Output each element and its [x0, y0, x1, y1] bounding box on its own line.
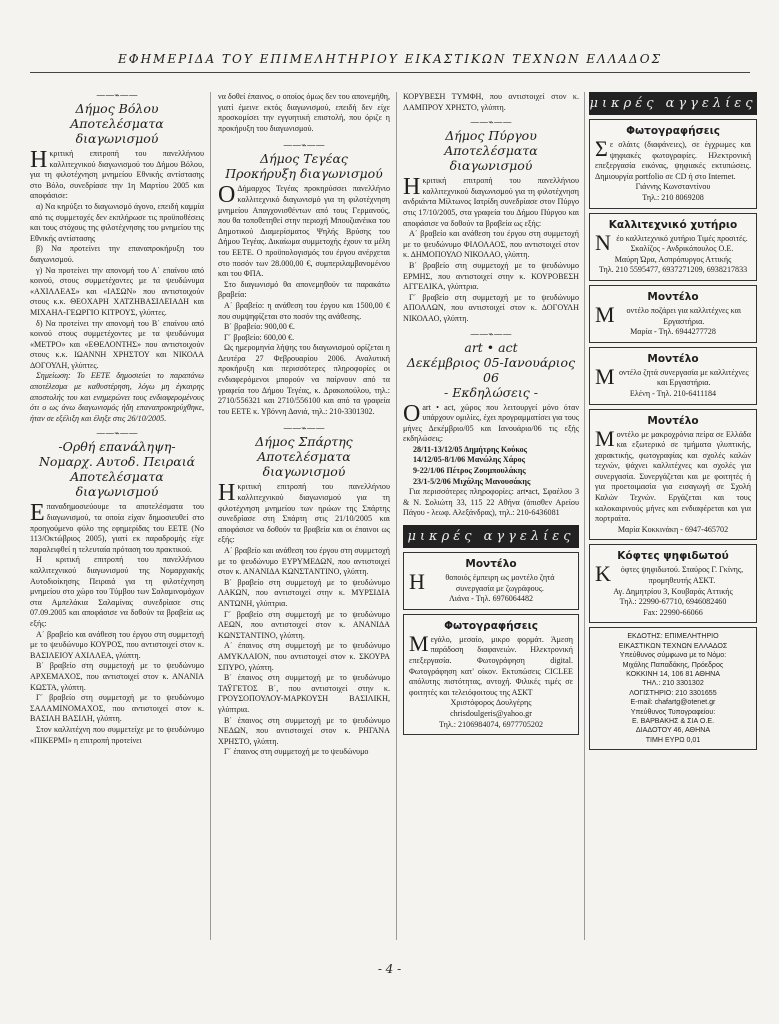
article-paragraph: Ως ημερομηνία λήψης του διαγωνισμού ορίζεται η Δευτέρα 27 Φεβρουαρίου 2006. Αναλυτική προκήρυξη και περισσότερες πληροφορίες οι ενδιαφερόμενοι μπορούν να παίρνουν από τα γραφεία του Δήμου Τεγέας, κ. Δρακοπούλου, τηλ.: 2710/556321 και 2710/556100 και από τα γραφεία του ΕΕΤΕ κ. Υβόννη Δανιά, τηλ.: 210-3301302. — [218, 343, 390, 416]
article-paragraph: Γ΄ βραβείο στη συμμετοχή με το ψευδώνυμο ΛΕΩΝ, που αντιστοιχεί στον κ. ΑΝΑΝΙΔΑ ΚΩΝΣΤΑΝΤΙΝΟ, γλύπτη. — [218, 609, 390, 640]
classified-ad-model — [589, 409, 757, 541]
header-divider — [30, 72, 750, 73]
article-paragraph: Ηκριτική επιτροπή του πανελλήνιου καλλιτεχνικού διαγωνισμού για τη φιλοτέχνηση μνημείου των ηρώων της Σπάρτης συνεδρίασε στη Σπάρτη στις 21/10/2005 και αποφάσισε να δοθούν τα βραβεία και οι έπαινοι ως εξής: — [218, 480, 390, 545]
article-peiraias — [30, 430, 204, 746]
column-1 — [30, 92, 204, 940]
article-title: Δήμος Βόλου Αποτελέσματα διαγωνισμού — [70, 101, 164, 146]
ad-title: Κόφτες ψηφιδωτού — [617, 550, 729, 563]
article-paragraph: α) Να κηρύξει το διαγωνισμό άγονο, επειδή καμμία από τις συμμετοχές δεν εκπλήρωσε τις προϋποθέσεις και τους στόχους της φιλοτέχνησης του μνημείου της Εθνικής αντίστασης — [30, 201, 204, 243]
article-paragraph: Γ΄ βραβείο στη συμμετοχή με το ψευδώνυμο ΣΑΛΑΜΙΝΟΜΑΧΟΣ, που αντιστοιχεί στον κ. ΒΑΣΙΛΗ ΒΑΣΙΛΗ, γλύπτη. — [30, 693, 204, 724]
article-paragraph: Η κριτική επιτροπή του πανελλήνιου καλλιτεχνικού διαγωνισμού της Νομαρχιακής Αυτοδιοίκησης Πειραιά για τη φιλοτέχνηση μνημείου στο χώρο του Τύμβου των Σαλαμινομάχων στα Αμπελάκια Σαλαμίνας συνεδρίασε στις 07.09.2005 και αποφάσισε να δοθούν τα βραβεία ως εξής: — [30, 555, 204, 628]
ad-title: Μοντέλο — [647, 290, 699, 303]
article-paragraph: Γ΄ βραβείο: 600,00 €. — [224, 332, 295, 342]
classified-ad-photo — [403, 614, 579, 735]
article-paragraph: Β΄ βραβείο στη συμμετοχή με το ψευδώνυμο ΑΡΧΕΜΑΧΟΣ, που αντιστοιχεί στον κ. ΑΝΑΝΙΑ ΚΩΣΤΑ, γλύπτη. — [30, 661, 204, 692]
ornament-divider — [30, 430, 204, 438]
article-sparti — [218, 425, 390, 757]
article-paragraph: Α΄ βραβείο και ανάθεση του έργου στη συμμετοχή με το ψευδώνυμο ΕΥΡΥΜΕΔΩΝ, που αντιστοιχεί στον κ. ΑΝΑΝΙΔΑ ΚΩΝΣΤΑΝΤΙΝΟ, γλύπτη. — [218, 546, 390, 577]
article-title: -Ορθή επανάληψη- Νομαρχ. Αυτοδ. Πειραιά Αποτελέσματα διαγωνισμού — [38, 439, 196, 500]
article-paragraph: Ηκριτική επιτροπή του πανελλήνιου καλλιτεχνικού διαγωνισμού για τη φιλοτέχνηση ανδριάντα Μίλτωνος Ιατρίδη συνεδρίασε στον Πύργο στις 17/10/2005, στα γραφεία του Δήμου Πύργου και αποφάσισε να δοθούν τα βραβεία ως εξής: — [403, 174, 579, 228]
article-title: Δήμος Σπάρτης Αποτελέσματα διαγωνισμού — [255, 434, 353, 480]
classified-ad-foundry — [589, 213, 757, 281]
article-title: art • act Δεκέμβριος 05-Ιανουάριος 06 - Εκδηλώσεις - — [406, 339, 576, 400]
classified-ad-photo — [589, 119, 757, 209]
article-paragraph: Γ΄ βραβείο στη συμμετοχή με το ψευδώνυμο ΑΠΟΛΛΩΝ, που αντιστοιχεί στον κ. ΔΟΓΟΥΛΗ ΝΙΚΟΛΑΟ, γλύπτη. — [403, 292, 579, 323]
ad-text: Κόφτες ψηφιδωτού. Σταύρος Γ. Γκίνης, προμηθευτής ΑΣΚΤ. — [595, 561, 744, 587]
article-title: Δήμος Τεγέας Προκήρυξη διαγωνισμού — [225, 151, 383, 182]
classifieds-banner: μικρές αγγελίες — [589, 92, 757, 115]
classified-ad-model — [589, 347, 757, 405]
column-2 — [218, 92, 390, 940]
article-paragraph: Β΄ έπαινος στη συμμετοχή με το ψευδώνυμο ΝΕΔΩΝ, που αντιστοιχεί στον κ. ΡΗΓΑΝΑ ΧΡΗΣΤΟ, γλύπτη. — [218, 715, 390, 746]
article-continuation: να δοθεί έπαινος, ο οποίος όμως δεν του απονεμήθη, γιατί έμεινε εκτός διαγωνισμού, επειδή δεν είχε προσκομίσει την εγγυητική επιστολή, που όριζε η προκήρυξη του διαγωνισμού. — [218, 92, 390, 133]
ornament-divider — [403, 119, 579, 127]
article-paragraph: Στο διαγωνισμό θα απονεμηθούν τα παρακάτω βραβεία: — [218, 279, 390, 300]
article-paragraph: Για περισσότερες πληροφορίες: art•act, Σφαέλου 3 & Ν. Σολιώτη 33, 115 22 Αθήνα (όπισθεν Αρείου Πάγου - λεωφ. Αλεξάνδρας), τηλ.: 210-6436081 — [403, 487, 579, 518]
column-divider — [396, 92, 397, 940]
event-date: 28/11-13/12/05 Δημήτρης Κούκος — [413, 444, 528, 454]
classified-ad-model — [589, 285, 757, 343]
ad-text: Σε σλάιτς (διαφάνειες), σε έγχρωμες και ψηφιακές φωτογραφίες. Ηλεκτρονική επεξεργασία εικόνας, ψηφιακές εκτυπώσεις. Δημιουργία portfolio σε CD ή στο Internet. — [595, 136, 751, 181]
article-paragraph: β) Να προτείνει την επαναπροκήρυξη του διαγωνισμού. — [30, 244, 204, 264]
article-paragraph: Α΄ βραβείο και ανάθεση του έργου στη συμμετοχή με το ψευδώνυμο ΚΟΥΡΟΣ, που αντιστοιχεί στον κ. ΒΑΣΙΛΕΙΟΥ ΑΧΙΛΛΕΑ, γλύπτη. — [30, 629, 204, 660]
newspaper-header: ΕΦΗΜΕΡΙΔΑ ΤΟΥ ΕΠΙΜΕΛΗΤΗΡΙΟΥ ΕΙΚΑΣΤΙΚΩΝ ΤΕΧΝΩΝ ΕΛΛΑΔΟΣ — [117, 52, 663, 66]
ad-contact: Σκαλίζος - Ανδρικόπουλος Ο.Ε. Μαύρη Ώρα, Ασπρόπυργος Αττικής Τηλ. 210 5595477, 6937271209, 6938217833 — [598, 244, 748, 275]
article-paragraph: Γ΄ έπαινος στη συμμετοχή με το ψευδώνυμο — [224, 747, 369, 757]
article-note: Σημείωση: Το ΕΕΤΕ δημοσιεύει το παραπάνω αποτέλεσμα με καθυστέρηση, λόγω μη έγκαιρης αποστολής του και ενημερώνει τους ενδιαφερομένους ότι ο ως άνω διαγωνισμός ήδη επαναπροκηρύχθηκε, ήταν σε εξέλιξη και έληξε στις 26/10/2005. — [30, 371, 204, 423]
event-date: 14/12/05-8/1/06 Μανώλης Χάρος — [413, 455, 526, 465]
publisher-imprint: ΕΚΔΟΤΗΣ: ΕΠΙΜΕΛΗΤΗΡΙΟ ΕΙΚΑΣΤΙΚΩΝ ΤΕΧΝΩΝ ΕΛΛΑΔΟΣ Υπεύθυνος σύμφωνα με το Νόμο: Μιχάλης Παπαδάκης, Πρόεδρος ΚΟΚΚΙΝΗ 14, 106 81 ΑΘΗΝΑ ΤΗΛ.: 210 3301302 ΛΟΓΙΣΤΗΡΙΟ: 210 3301655 E-mail: chafartg@otenet.gr Υπεύθυνος Τυπογραφείου: Ε. ΒΑΡΒΑΚΗΣ & ΣΙΑ Ο.Ε. ΔΙΑΔΟΤΟΥ 46, ΑΘΗΝΑ ΤΙΜΗ ΕΥΡΩ 0,01 — [589, 627, 757, 750]
ad-contact: Αγ. Δημητρίου 3, Κουβαράς Αττικής Τηλ.: 22990-67710, 6946082460 Fax: 22990-66066 — [613, 586, 733, 617]
article-title: Δήμος Πύργου Αποτελέσματα διαγωνισμού — [444, 128, 538, 174]
ad-contact: Μαρία - Τηλ. 6944277728 — [630, 327, 716, 337]
ad-contact: Γιάννης Κωνσταντίνου Τηλ.: 210 8069208 — [635, 182, 711, 202]
article-paragraph: Ηκριτική επιτροπή του πανελλήνιου καλλιτεχνικού διαγωνισμού του Δήμου Βόλου, για τη φιλοτέχνηση μνημείου Εθνικής αντίστασης στο Βόλο, συνεδρίασε την 1η Μαρτίου 2005 και αποφάσισε: — [30, 147, 204, 201]
ad-contact: Χριστόφορος Δουλγέρης chrisdoulgeris@yahoo.gr Τηλ.: 2106984074, 6977705202 — [438, 698, 544, 729]
article-paragraph: Β΄ βραβείο στη συμμετοχή με το ψευδώνυμο ΕΡΜΗΣ, που αντιστοιχεί στην κ. ΚΟΥΡΟΒΕΣΗ ΑΓΓΕΛΙΚΑ, γλύπτρια. — [403, 260, 579, 292]
ad-contact: Μαρία Κοκκινάκη - 6947-465702 — [617, 524, 729, 534]
article-paragraph: γ) Να προτείνει την απονομή του Α΄ επαίνου από κοινού, στους συμμετέχοντες με τα ψευδώνυμα «ΑΧΙΛΛΕΑΣ» και «ΙΑΣΩΝ» που αντιστοιχούν στους κ.κ. ΘΕΟΧΑΡΗ ΧΑΤΖΗΒΑΣΙΛΕΙΑΔΗ και ΜΙΧΑΗΛ-ΓΕΩΡΓΙΟ ΚΙΤΡΟΥΣ, γλύπτες. — [30, 265, 204, 317]
article-paragraph: Α΄ βραβείο και ανάθεση του έργου στη συμμετοχή με το ψευδώνυμο ΦΙΛΟΛΑΟΣ, που αντιστοιχεί στον κ. ΔΗΜΟΠΟΥΛΟ ΝΙΚΟΛΑΟ, γλύπτη. — [403, 229, 579, 260]
article-pyrgos — [403, 119, 579, 324]
article-paragraph: Στον καλλιτέχνη που συμμετείχε με το ψευδώνυμο «ΠΙΚΕΡΜΙ» η επιτροπή προτείνει — [30, 724, 204, 745]
article-paragraph: Β΄ βραβείο στη συμμετοχή με το ψευδώνυμο ΛΑΚΩΝ, που αντιστοιχεί στην κ. ΜΥΡΣΙΔΙΑ ΑΝΤΩΝΗ, γλύπτρια. — [218, 577, 390, 608]
ad-text: Μοντέλο ζητά συνεργασία με καλλιτέχνες και Εργαστήρια. — [595, 363, 749, 389]
ad-contact: Λιάνα - Τηλ. 6976064482 — [448, 594, 534, 604]
article-paragraph: Α΄ βραβείο: η ανάθεση του έργου και 1500,00 € που συμψηφίζεται στο ποσόν της ανάθεσης. — [218, 300, 390, 321]
article-artact — [403, 331, 579, 520]
event-date: 23/1-5/2/06 Μιχάλης Μανουσάκης — [413, 476, 531, 486]
classified-ad-mosaic — [589, 544, 757, 623]
column-divider — [210, 92, 211, 940]
classifieds-banner: μικρές αγγελίες — [403, 525, 579, 548]
article-volos — [30, 92, 204, 424]
article-paragraph: Β΄ βραβείο: 900,00 €. — [224, 322, 295, 332]
article-paragraph: Επαναδημοσιεύουμε τα αποτελέσματα του διαγωνισμού, τα οποία είχαν δημοσιευθεί στο προηγούμενο φύλο της εφημερίδας του ΕΕΤΕ (Νο 113/Οκτώβριος 2005), γιατί εκ παραδρομής είχε παραλειφθεί η τελευταία πρόταση του πρακτικού. — [30, 500, 204, 554]
ornament-divider — [30, 92, 204, 100]
column-3 — [403, 92, 579, 940]
ad-title: Φωτογραφήσεις — [626, 125, 720, 137]
ornament-divider — [218, 142, 390, 150]
ornament-divider — [218, 425, 390, 433]
ad-contact: Ελένη - Τηλ. 210-6411184 — [629, 388, 717, 398]
article-paragraph: δ) Να προτείνει την απονομή του Β΄ επαίνου από κοινού στους συμμετέχοντες με τα ψευδώνυμα «ΜΕΤΡΟ» και «ΕΘΕΛΟΝΤΗΣ» που αντιστοιχούν στους κ.κ. ΙΩΑΝΝΗ ΧΡΗΣΤΟΥ και ΝΙΚΟΛΑ ΔΟΓΟΥΛΗ, γλύπτες. — [30, 318, 204, 370]
ad-text: Μοντέλο με μακροχρόνια πείρα σε Ελλάδα και εξωτερικό σε τμήματα γλυπτικής, χαρακτικής, φωτογραφίας και σχολές καλών τεχνών, ψάχνει καλλιτέχνες και σχολές για συνεργασία. Συνεργάζεται και με φοιτητές ή για προετοιμασία για εισαγωγή σε Σχολή Καλών Τεχνών. Εργάζεται και τους καλοκαιρινούς μήνες και ενδιαφέρεται και για πορτραίτα. — [595, 425, 751, 524]
ad-title: Φωτογραφήσεις — [444, 619, 538, 632]
ad-text: Νέο καλλιτεχνικό χυτήριο Τιμές προσιτές. — [595, 229, 748, 255]
column-divider — [584, 92, 585, 940]
article-tegea — [218, 142, 390, 417]
article-continuation: ΚΟΡΥΒΕΣΗ ΤΥΜΦΗ, που αντιστοιχεί στον κ. ΛΑΜΠΡΟΥ ΧΡΗΣΤΟ, γλύπτη. — [403, 92, 579, 112]
event-date: 9-22/1/06 Πέτρος Ζουμπουλάκης — [413, 466, 526, 476]
article-paragraph: Οart • act, χώρος που λειτουργεί μόνο όταν υπάρχουν ομιλίες, έχει προγραμματίσει για τους μήνες Δεκέμβριο/05 και Ιανουάριο/06 τις εξής εκδηλώσεις: — [403, 400, 579, 444]
classified-ad-model — [403, 552, 579, 610]
ad-title: Μοντέλο — [647, 352, 699, 365]
ad-title: Μοντέλο — [647, 414, 699, 427]
ad-text: Μοντέλο ποζάρει για καλλιτέχνες και Εργαστήρια. — [595, 301, 742, 327]
ad-text: Μεγάλο, μεσαίο, μικρο φορμάτ. Άμεση παράδοση διαφανειών. Ηλεκτρονική επεξεργασία. Φωτογράφηση digital. Φωτογράφηση κατ' οίκον. Εκτυπώσεις CICLEE απόλυτης πιστότητας, αντοχή. Φιλικές τιμές σε φοιτητές και τελειόφοιτους της ΑΣΚΤ — [409, 630, 573, 697]
ornament-divider — [403, 331, 579, 339]
ad-title: Μοντέλο — [465, 558, 517, 571]
article-paragraph: Α΄ έπαινος στη συμμετοχή με το ψευδώνυμο ΑΜΥΚΛΑΙΟΝ, που αντιστοιχεί στον κ. ΣΚΟΥΡΑ ΣΠΥΡΟ, γλύπτη. — [218, 641, 390, 672]
ad-title: Καλλιτεχνικό χυτήριο — [608, 218, 738, 231]
page-number: - 4 - — [377, 962, 402, 976]
article-paragraph: Β΄ έπαινος στη συμμετοχή με το ψευδώνυμο ΤΑΫΓΕΤΟΣ Β΄, που αντιστοιχεί στην κ. ΓΡΟΥΣΟΠΟΥΛΟΥ-ΜΑΡΚΟΥΣΗ ΒΑΣΙΛΙΚΗ, γλύπτρια. — [218, 673, 390, 714]
article-paragraph: ΟΔήμαρχος Τεγέας προκηρύσσει πανελλήνιο καλλιτεχνικό διαγωνισμό για τη φιλοτέχνηση μνημείου Απαγχονισθέντων από τους Γερμανούς, που θα τοποθετηθεί στην περιοχή Μπουζιανέικα του Δημοτικού Διαμερίσματος Ψηλής Βρύσης του Δήμου Τεγέας. Δικαίωμα συμμετοχής έχουν τα μέλη του ΕΕΤΕ. Ο προϋπολογισμός του έργου ανέρχεται στο ποσόν των 28.000,00 €, συμπεριλαμβανομένου και του ΦΠΑ. — [218, 182, 390, 279]
ad-text: Ηθοποιός έμπειρη ως μοντέλο ζητά συνεργασία με ζωγράφους. — [409, 569, 555, 595]
column-4 — [589, 92, 757, 940]
